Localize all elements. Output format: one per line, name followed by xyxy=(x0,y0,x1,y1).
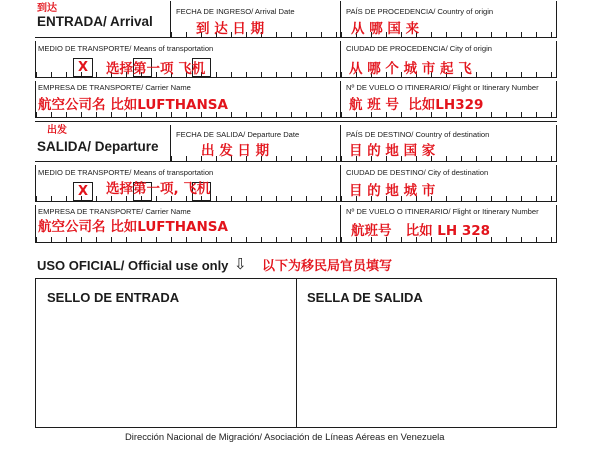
arrival-flight-note: 航 班 号 比如LH329 xyxy=(349,97,484,113)
departure-city-note: 目 的 地 城 市 xyxy=(349,183,436,199)
entry-stamp-label: SELLO DE ENTRADA xyxy=(47,290,180,305)
arrival-carrier-field xyxy=(35,81,340,118)
arrival-city-field xyxy=(340,41,557,78)
departure-title-rule xyxy=(35,161,170,162)
departure-transport-checkbox-1 xyxy=(73,182,93,201)
entry-stamp-area xyxy=(36,279,297,427)
arrival-date-label: FECHA DE INGRESO/ Arrival Date xyxy=(176,7,295,16)
arrival-section-title: ENTRADA/ Arrival xyxy=(37,14,153,29)
departure-city-label: CIUDAD DE DESTINO/ City of destination xyxy=(346,168,489,177)
departure-carrier-note: 航空公司名 比如LUFTHANSA xyxy=(38,219,228,235)
arrival-transport-checkbox-1 xyxy=(73,58,93,77)
arrival-flight-label: Nº DE VUELO O ITINERARIO/ Flight or Itinerary Number xyxy=(346,83,539,92)
arrival-annotation: 到达 xyxy=(37,3,57,14)
arrival-transport-field xyxy=(35,41,340,78)
stamp-box xyxy=(35,278,557,428)
arrival-transport-note: 选择第一项 飞机 xyxy=(106,61,206,77)
exit-stamp-area xyxy=(297,279,556,427)
departure-carrier-label: EMPRESA DE TRANSPORTE/ Carrier Name xyxy=(38,207,191,216)
down-arrow-icon: ⇩ xyxy=(234,255,247,273)
departure-country-label: PAÍS DE DESTINO/ Country of destination xyxy=(346,130,490,139)
arrival-flight-field xyxy=(340,81,557,118)
departure-flight-note: 航班号 比如 LH 328 xyxy=(351,223,491,239)
arrival-city-note: 从 哪 个 城 市 起 飞 xyxy=(349,61,472,77)
arrival-carrier-note: 航空公司名 比如LUFTHANSA xyxy=(38,97,228,113)
departure-country-field xyxy=(340,125,557,162)
arrival-city-label: CIUDAD DE PROCEDENCIA/ City of origin xyxy=(346,44,492,53)
arrival-country-note: 从 哪 国 来 xyxy=(351,21,420,37)
departure-section-title: SALIDA/ Departure xyxy=(37,139,159,154)
arrival-title-rule xyxy=(35,37,170,38)
departure-city-field xyxy=(340,165,557,202)
arrival-country-field xyxy=(340,1,557,38)
official-use-label: USO OFICIAL/ Official use only xyxy=(37,258,229,273)
departure-flight-field xyxy=(340,205,557,243)
section-divider xyxy=(35,121,557,122)
official-use-note: 以下为移民局官员填写 xyxy=(262,259,393,274)
departure-flight-label: Nº DE VUELO O ITINERARIO/ Flight or Itinerary Number xyxy=(346,207,539,216)
departure-transport-check-mark: X xyxy=(77,183,89,199)
arrival-carrier-label: EMPRESA DE TRANSPORTE/ Carrier Name xyxy=(38,83,191,92)
departure-transport-field xyxy=(35,165,340,202)
arrival-country-label: PAÍS DE PROCEDENCIA/ Country of origin xyxy=(346,7,494,16)
departure-transport-note: 选择第一项, 飞机 xyxy=(106,181,211,197)
arrival-date-note: 到 达 日 期 xyxy=(196,21,265,37)
departure-annotation: 出发 xyxy=(47,125,67,136)
departure-country-note: 目 的 地 国 家 xyxy=(349,143,436,159)
departure-date-field xyxy=(170,125,340,162)
arrival-transport-check-mark: X xyxy=(77,59,89,75)
arrival-transport-label: MEDIO DE TRANSPORTE/ Means of transportation xyxy=(38,44,214,53)
departure-transport-label: MEDIO DE TRANSPORTE/ Means of transportation xyxy=(38,168,214,177)
departure-carrier-field xyxy=(35,205,340,243)
departure-date-label: FECHA DE SALIDA/ Departure Date xyxy=(176,130,300,139)
footer-issuer: Dirección Nacional de Migración/ Asociación de Líneas Aéreas en Venezuela xyxy=(125,431,445,442)
arrival-date-field xyxy=(170,1,340,38)
departure-date-note: 出 发 日 期 xyxy=(201,143,270,159)
exit-stamp-label: SELLA DE SALIDA xyxy=(307,290,423,305)
